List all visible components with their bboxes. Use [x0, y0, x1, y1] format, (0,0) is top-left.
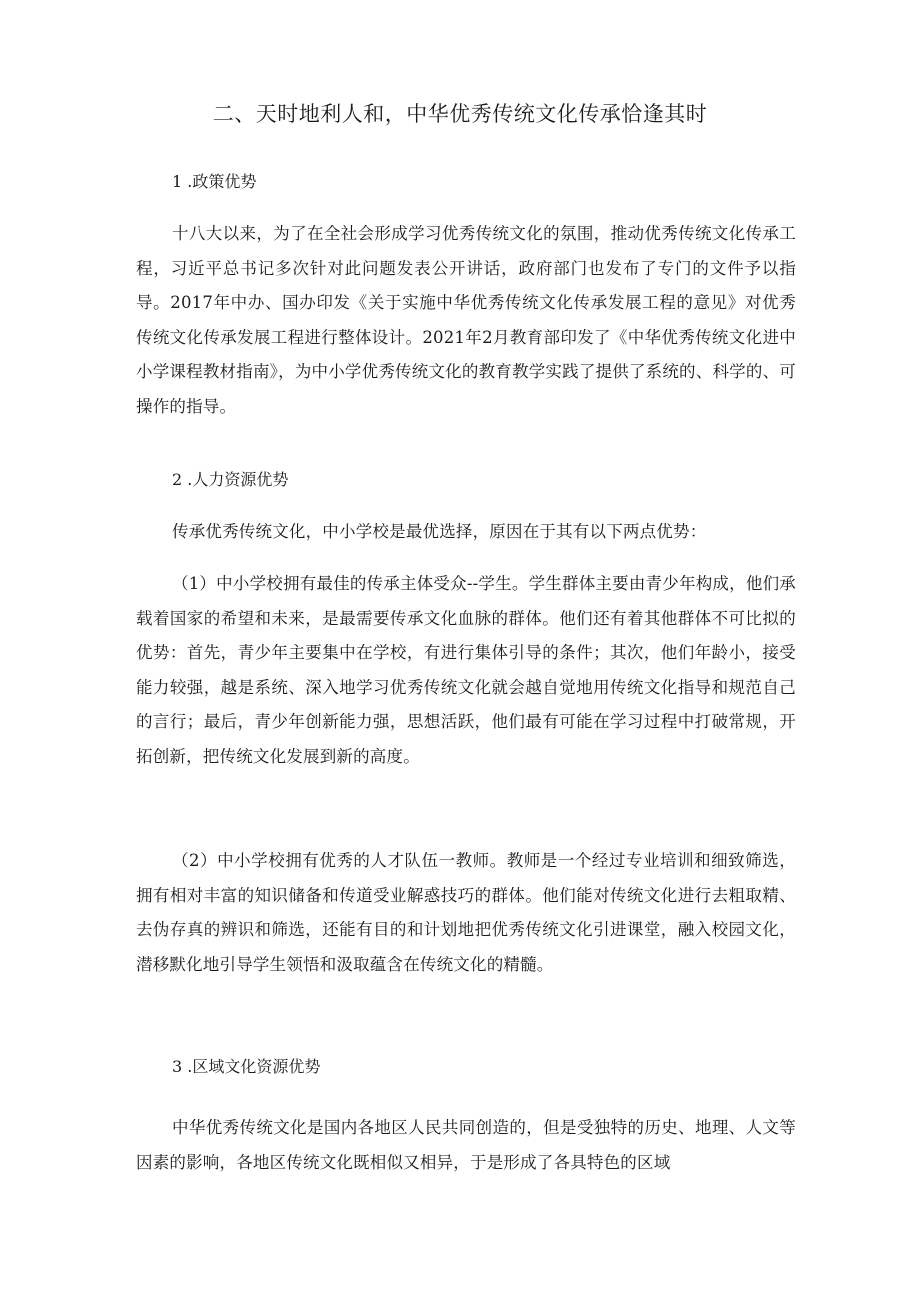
section-heading-policy: 1 .政策优势	[172, 172, 257, 191]
paragraph-policy: 十八大以来，为了在全社会形成学习优秀传统文化的氛围，推动优秀传统文化传承工程，习近平总书记多次针对此问题发表公开讲话，政府部门也发布了专门的文件予以指导。2017年中办、国办印发《关于实施中华优秀传统文化传承发展工程的意见》对优秀传统文化传承发展工程进行整体设计。2021年2月教育部印发了《中华优秀传统文化进中小学课程教材指南》，为中小学优秀传统文化的教育教学实践了提供了系统的、科学的、可操作的指导。	[136, 224, 796, 416]
paragraph-human-resources-intro: 传承优秀传统文化，中小学校是最优选择，原因在于其有以下两点优势：	[172, 522, 707, 541]
paragraph-students-advantage: （1）中小学校拥有最佳的传承主体受众--学生。学生群体主要由青少年构成，他们承载着国家的希望和未来，是最需要传承文化血脉的群体。他们还有着其他群体不可比拟的优势：首先，青少年主要集中在学校，有进行集体引导的条件；其次，他们年龄小，接受能力较强，越是系统、深入地学习优秀传统文化就会越自觉地用传统文化指导和规范自己的言行；最后，青少年创新能力强，思想活跃，他们最有可能在学习过程中打破常规，开拓创新，把传统文化发展到新的高度。	[136, 574, 796, 766]
document-title: 二、天时地利人和，中华优秀传统文化传承恰逢其时	[212, 102, 708, 126]
paragraph-teachers-advantage: （2）中小学校拥有优秀的人才队伍一教师。教师是一个经过专业培训和细致筛选，拥有相对丰富的知识储备和传道受业解惑技巧的群体。他们能对传统文化进行去粗取精、去伪存真的辨识和筛选，还能有目的和计划地把优秀传统文化引进课堂，融入校园文化，潜移默化地引导学生领悟和汲取蕴含在传统文化的精髓。	[136, 851, 796, 974]
paragraph-regional-culture: 中华优秀传统文化是国内各地区人民共同创造的，但是受独特的历史、地理、人文等因素的影响，各地区传统文化既相似又相异，于是形成了各具特色的区域	[136, 1118, 796, 1172]
section-heading-human-resources: 2 .人力资源优势	[172, 470, 289, 489]
section-heading-regional-culture: 3 .区域文化资源优势	[172, 1057, 321, 1076]
